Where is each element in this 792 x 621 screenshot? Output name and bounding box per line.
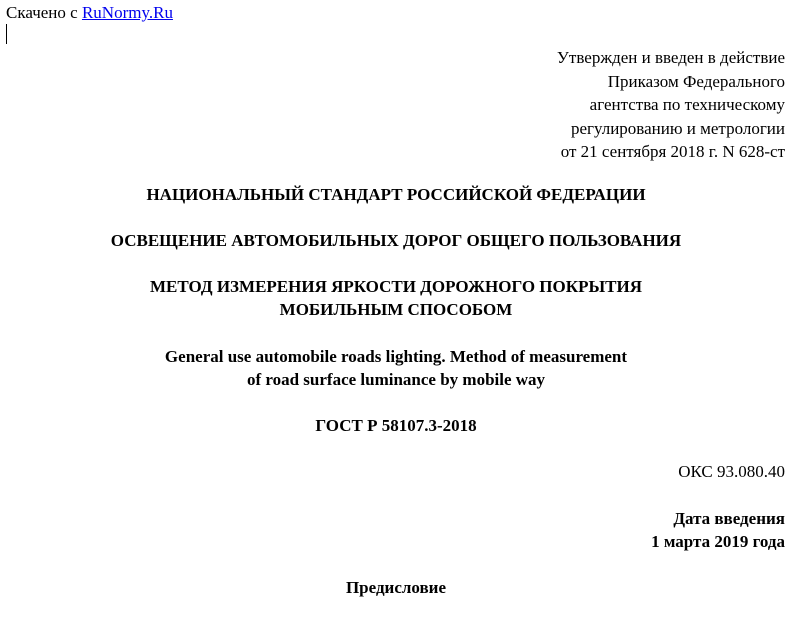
- approval-line: от 21 сентября 2018 г. N 628-ст: [560, 142, 785, 161]
- foreword-heading: Предисловие: [345, 578, 447, 597]
- oks-code: ОКС 93.080.40: [678, 462, 785, 481]
- english-title-line2: of road surface luminance by mobile way: [246, 370, 546, 389]
- method-title-line2: МОБИЛЬНЫМ СПОСОБОМ: [279, 300, 513, 319]
- standard-title: НАЦИОНАЛЬНЫЙ СТАНДАРТ РОССИЙСКОЙ ФЕДЕРАЦИИ: [146, 185, 646, 204]
- approval-block: [557, 46, 785, 164]
- approval-line: Приказом Федерального: [607, 71, 785, 91]
- runormy-link[interactable]: RuNormy.Ru: [81, 3, 173, 22]
- method-title-line1: МЕТОД ИЗМЕРЕНИЯ ЯРКОСТИ ДОРОЖНОГО ПОКРЫТИЯ: [150, 277, 642, 296]
- approval-line: регулированию и метрологии: [570, 118, 785, 138]
- text-cursor: [6, 24, 7, 44]
- subject-title: ОСВЕЩЕНИЕ АВТОМОБИЛЬНЫХ ДОРОГ ОБЩЕГО ПОЛЬЗОВАНИЯ: [110, 231, 682, 250]
- intro-date-value: 1 марта 2019 года: [651, 532, 785, 551]
- intro-date-label: Дата введения: [673, 509, 785, 528]
- gost-code: ГОСТ Р 58107.3-2018: [315, 416, 477, 435]
- english-title-line1: General use automobile roads lighting. Method of measurement: [164, 347, 628, 366]
- source-line: [6, 1, 173, 24]
- approval-line: Утвержден и введен в действие: [556, 48, 785, 67]
- approval-line: агентства по техническому: [589, 95, 785, 114]
- source-prefix: Скачено с: [6, 3, 82, 22]
